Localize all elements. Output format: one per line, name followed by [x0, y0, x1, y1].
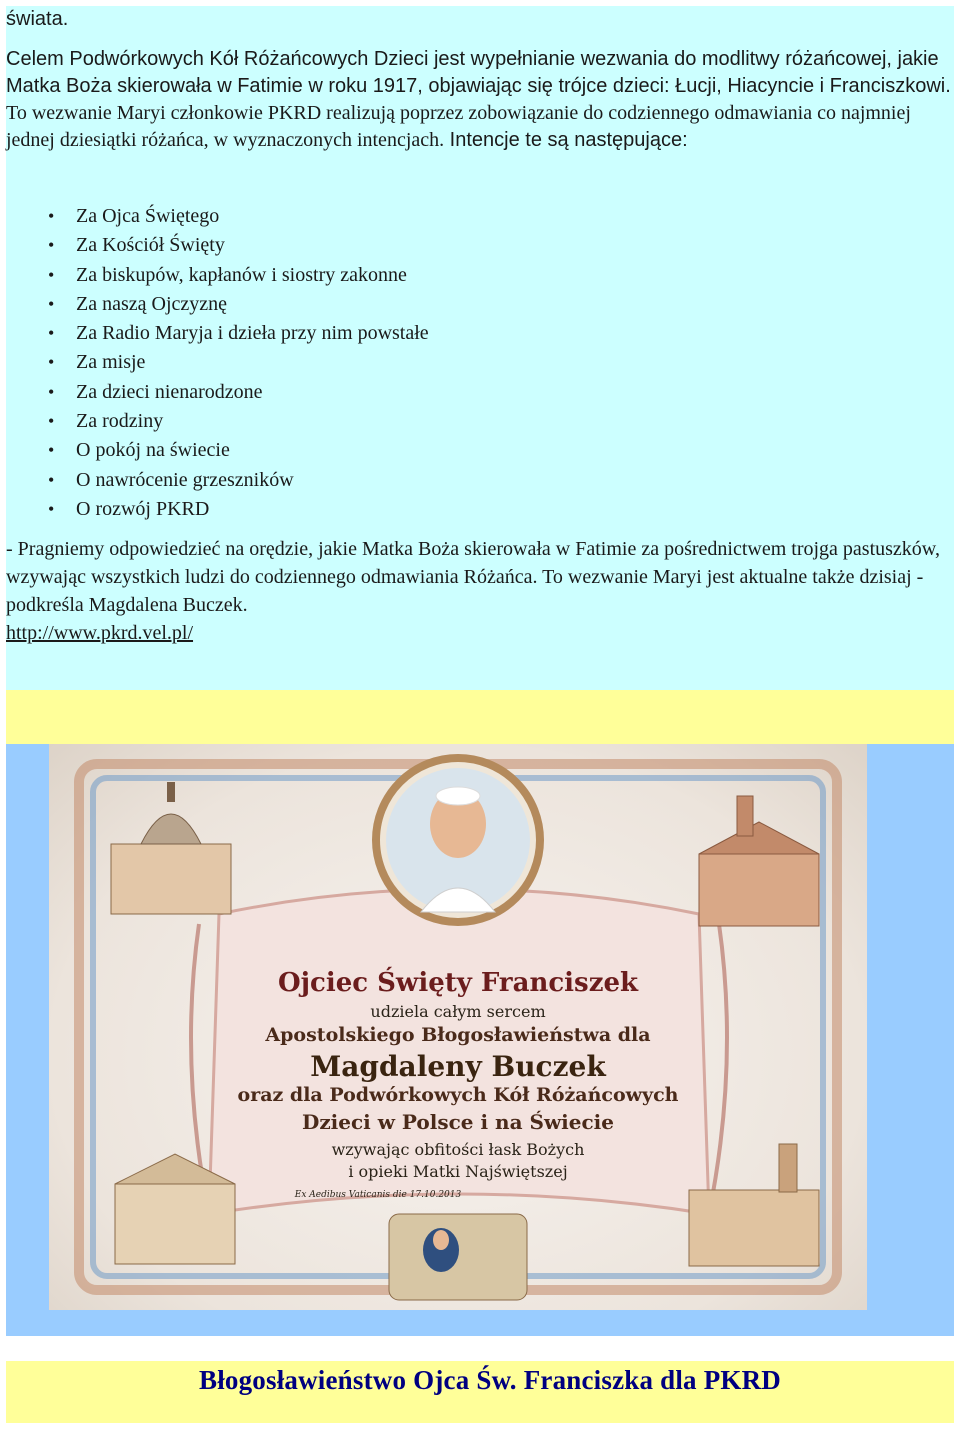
intro-sentence-2: To wezwanie Maryi członkowie PKRD realizują poprzez zobowiązanie do codziennego odmawiania co najmniej jednej dziesiątki różańca, w wyznaczonych intencjach. [6, 102, 911, 151]
list-item: • O rozwój PKRD [6, 495, 429, 524]
certificate-line: Apostolskiego Błogosławieństwa dla [265, 1024, 651, 1046]
intro-sentence-1: Celem Podwórkowych Kół Różańcowych Dzieci jest wypełnianie wezwania do modlitwy różańcowej, jakie Matka Boża skierowała w Fatimie w roku 1917, objawiając się trójce dzieci: Łucji, Hiacyncie i Franciszkowi. [6, 48, 951, 97]
list-item: • Za rodziny [6, 407, 429, 436]
certificate-line: Ojciec Święty Franciszek [277, 968, 639, 998]
certificate-line: oraz dla Podwórkowych Kół Różańcowych [237, 1084, 679, 1106]
yellow-spacer [6, 690, 954, 744]
list-item: • Za Radio Maryja i dzieła przy nim powstałe [6, 319, 429, 348]
pope-portrait [376, 758, 540, 922]
photo-section [6, 744, 954, 1336]
certificate-line: i opieki Matki Najświętszej [348, 1162, 568, 1181]
caption-section [6, 1361, 954, 1423]
list-item: • Za Kościół Święty [6, 231, 429, 260]
outro-text: - Pragniemy odpowiedzieć na orędzie, jakie Matka Boża skierowała w Fatimie za pośrednictwem trojga pastuszków, wzywając wszystkich ludzi do codziennego odmawiania Różańca. To wezwanie Maryi jest aktualne także dzisiaj - podkreśla Magdalena Buczek. [6, 538, 940, 616]
madonna-medallion [389, 1214, 527, 1300]
certificate-line: udziela całym sercem [370, 1002, 546, 1021]
list-item: • O pokój na świecie [6, 436, 429, 465]
pkrd-website-link[interactable]: http://www.pkrd.vel.pl/ [6, 622, 194, 644]
list-item: • Za biskupów, kapłanów i siostry zakonne [6, 261, 429, 290]
basilica-top-left-icon [111, 782, 231, 914]
list-item: • Za naszą Ojczyznę [6, 290, 429, 319]
article-section [6, 6, 954, 690]
intentions-list [6, 202, 429, 524]
photo-caption: Błogosławieństwo Ojca Św. Franciszka dla PKRD [198, 1365, 781, 1395]
paragraph-fragment: świata. [6, 8, 69, 30]
list-item: • O nawrócenie grzeszników [6, 466, 429, 495]
blessing-certificate-photo [49, 744, 867, 1310]
list-item: • Za Ojca Świętego [6, 202, 429, 231]
basilica-top-right-icon [699, 796, 819, 926]
certificate-date-line: Ex Aedibus Vaticanis die 17.10.2013 [294, 1190, 462, 1200]
certificate-line: Magdaleny Buczek [310, 1050, 606, 1083]
list-item: • Za dzieci nienarodzone [6, 378, 429, 407]
list-item: • Za misje [6, 348, 429, 377]
intro-sentence-3: Intencje te są następujące: [444, 129, 688, 151]
certificate-line: Dzieci w Polsce i na Świecie [301, 1110, 614, 1134]
outro-paragraph [6, 535, 954, 647]
certificate-line: wzywając obfitości łask Bożych [331, 1140, 585, 1159]
intro-paragraph [6, 46, 954, 154]
